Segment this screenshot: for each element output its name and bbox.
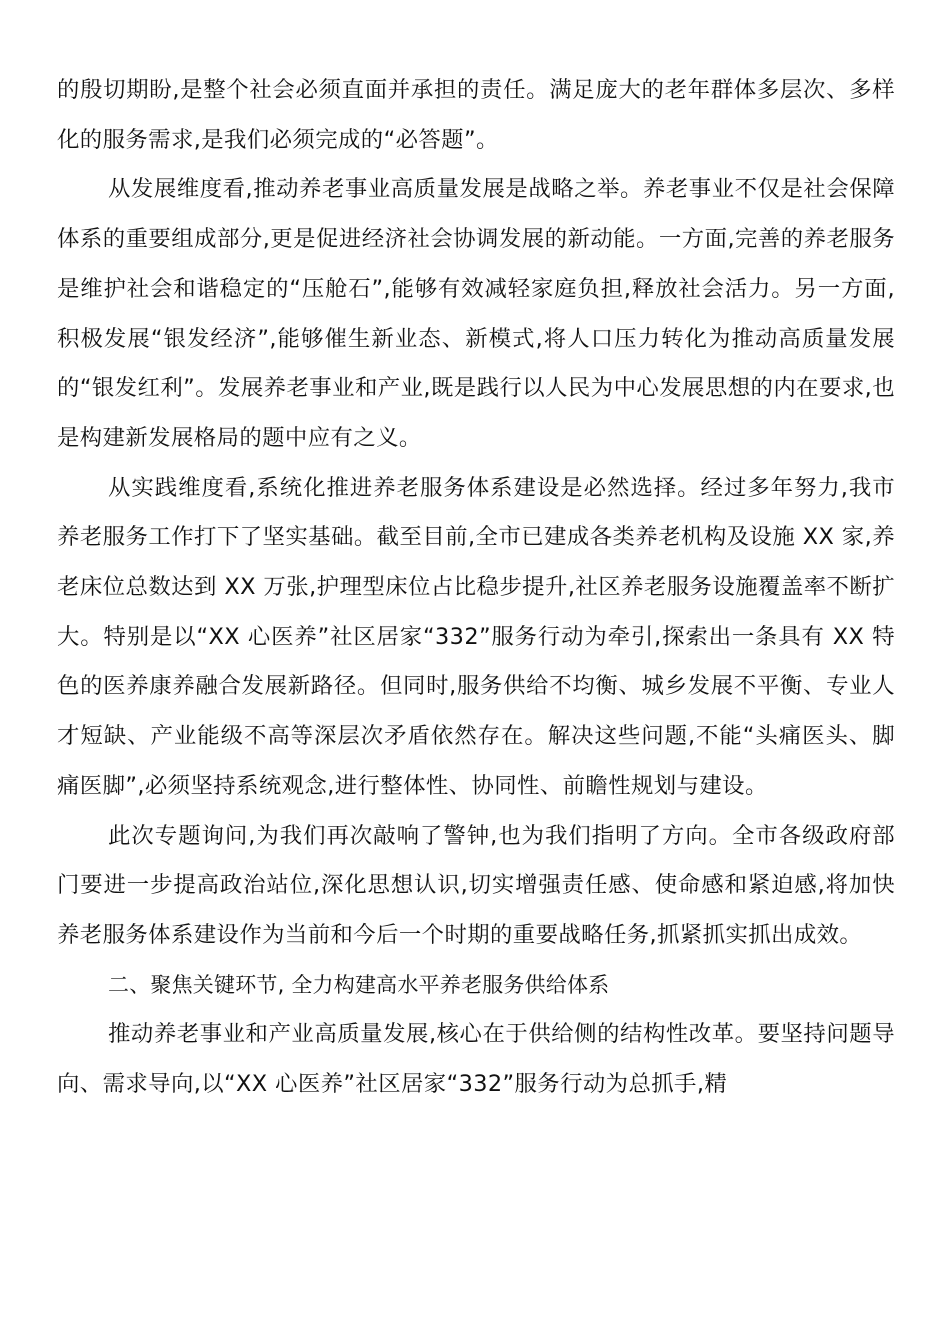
paragraph-development-dimension: 从发展维度看,推动养老事业高质量发展是战略之举。养老事业不仅是社会保障体系的重要组成部分,更是促进经济社会协调发展的新动能。一方面,完善的养老服务是维护社会和谐稳定的“压舱石”,能够有效减轻家庭负担,释放社会活力。另一方面,积极发展“银发经济”,能够催生新业态、新模式,将人口压力转化为推动高质量发展的“银发红利”。发展养老事业和产业,既是践行以人民为中心发展思想的内在要求,也是构建新发展格局的题中应有之义。	[57, 176, 895, 451]
paragraph-supply-reform: 推动养老事业和产业高质量发展,核心在于供给侧的结构性改革。要坚持问题导向、需求导向,以“XX 心医养”社区居家“332”服务行动为总抓手,精	[57, 1021, 895, 1098]
paragraph-special-inquiry: 此次专题询问,为我们再次敲响了警钟,也为我们指明了方向。全市各级政府部门要进一步提高政治站位,深化思想认识,切实增强责任感、使命感和紧迫感,将加快养老服务体系建设作为当前和今后一个时期的重要战略任务,抓紧抓实抓出成效。	[57, 822, 895, 948]
paragraph-intro: 的殷切期盼,是整个社会必须直面并承担的责任。满足庞大的老年群体多层次、多样化的服务需求,是我们必须完成的“必答题”。	[57, 77, 895, 153]
section-heading: 二、聚焦关键环节, 全力构建高水平养老服务供给体系	[108, 972, 610, 997]
paragraph-practice-dimension: 从实践维度看,系统化推进养老服务体系建设是必然选择。经过多年努力,我市养老服务工作打下了坚实基础。截至目前,全市已建成各类养老机构及设施 XX 家,养老床位总数达到 XX 万张,护理型床位占比稳步提升,社区养老服务设施覆盖率不断扩大。特别是以“XX 心医养”社区居家“332”服务行动为牵引,探索出一条具有 XX 特色的医养康养融合发展新路径。但同时,服务供给不均衡、城乡发展不平衡、专业人才短缺、产业能级不高等深层次矛盾依然存在。解决这些问题,不能“头痛医头、脚痛医脚”,必须坚持系统观念,进行整体性、协同性、前瞻性规划与建设。	[57, 474, 895, 799]
document-page	[57, 66, 895, 1110]
